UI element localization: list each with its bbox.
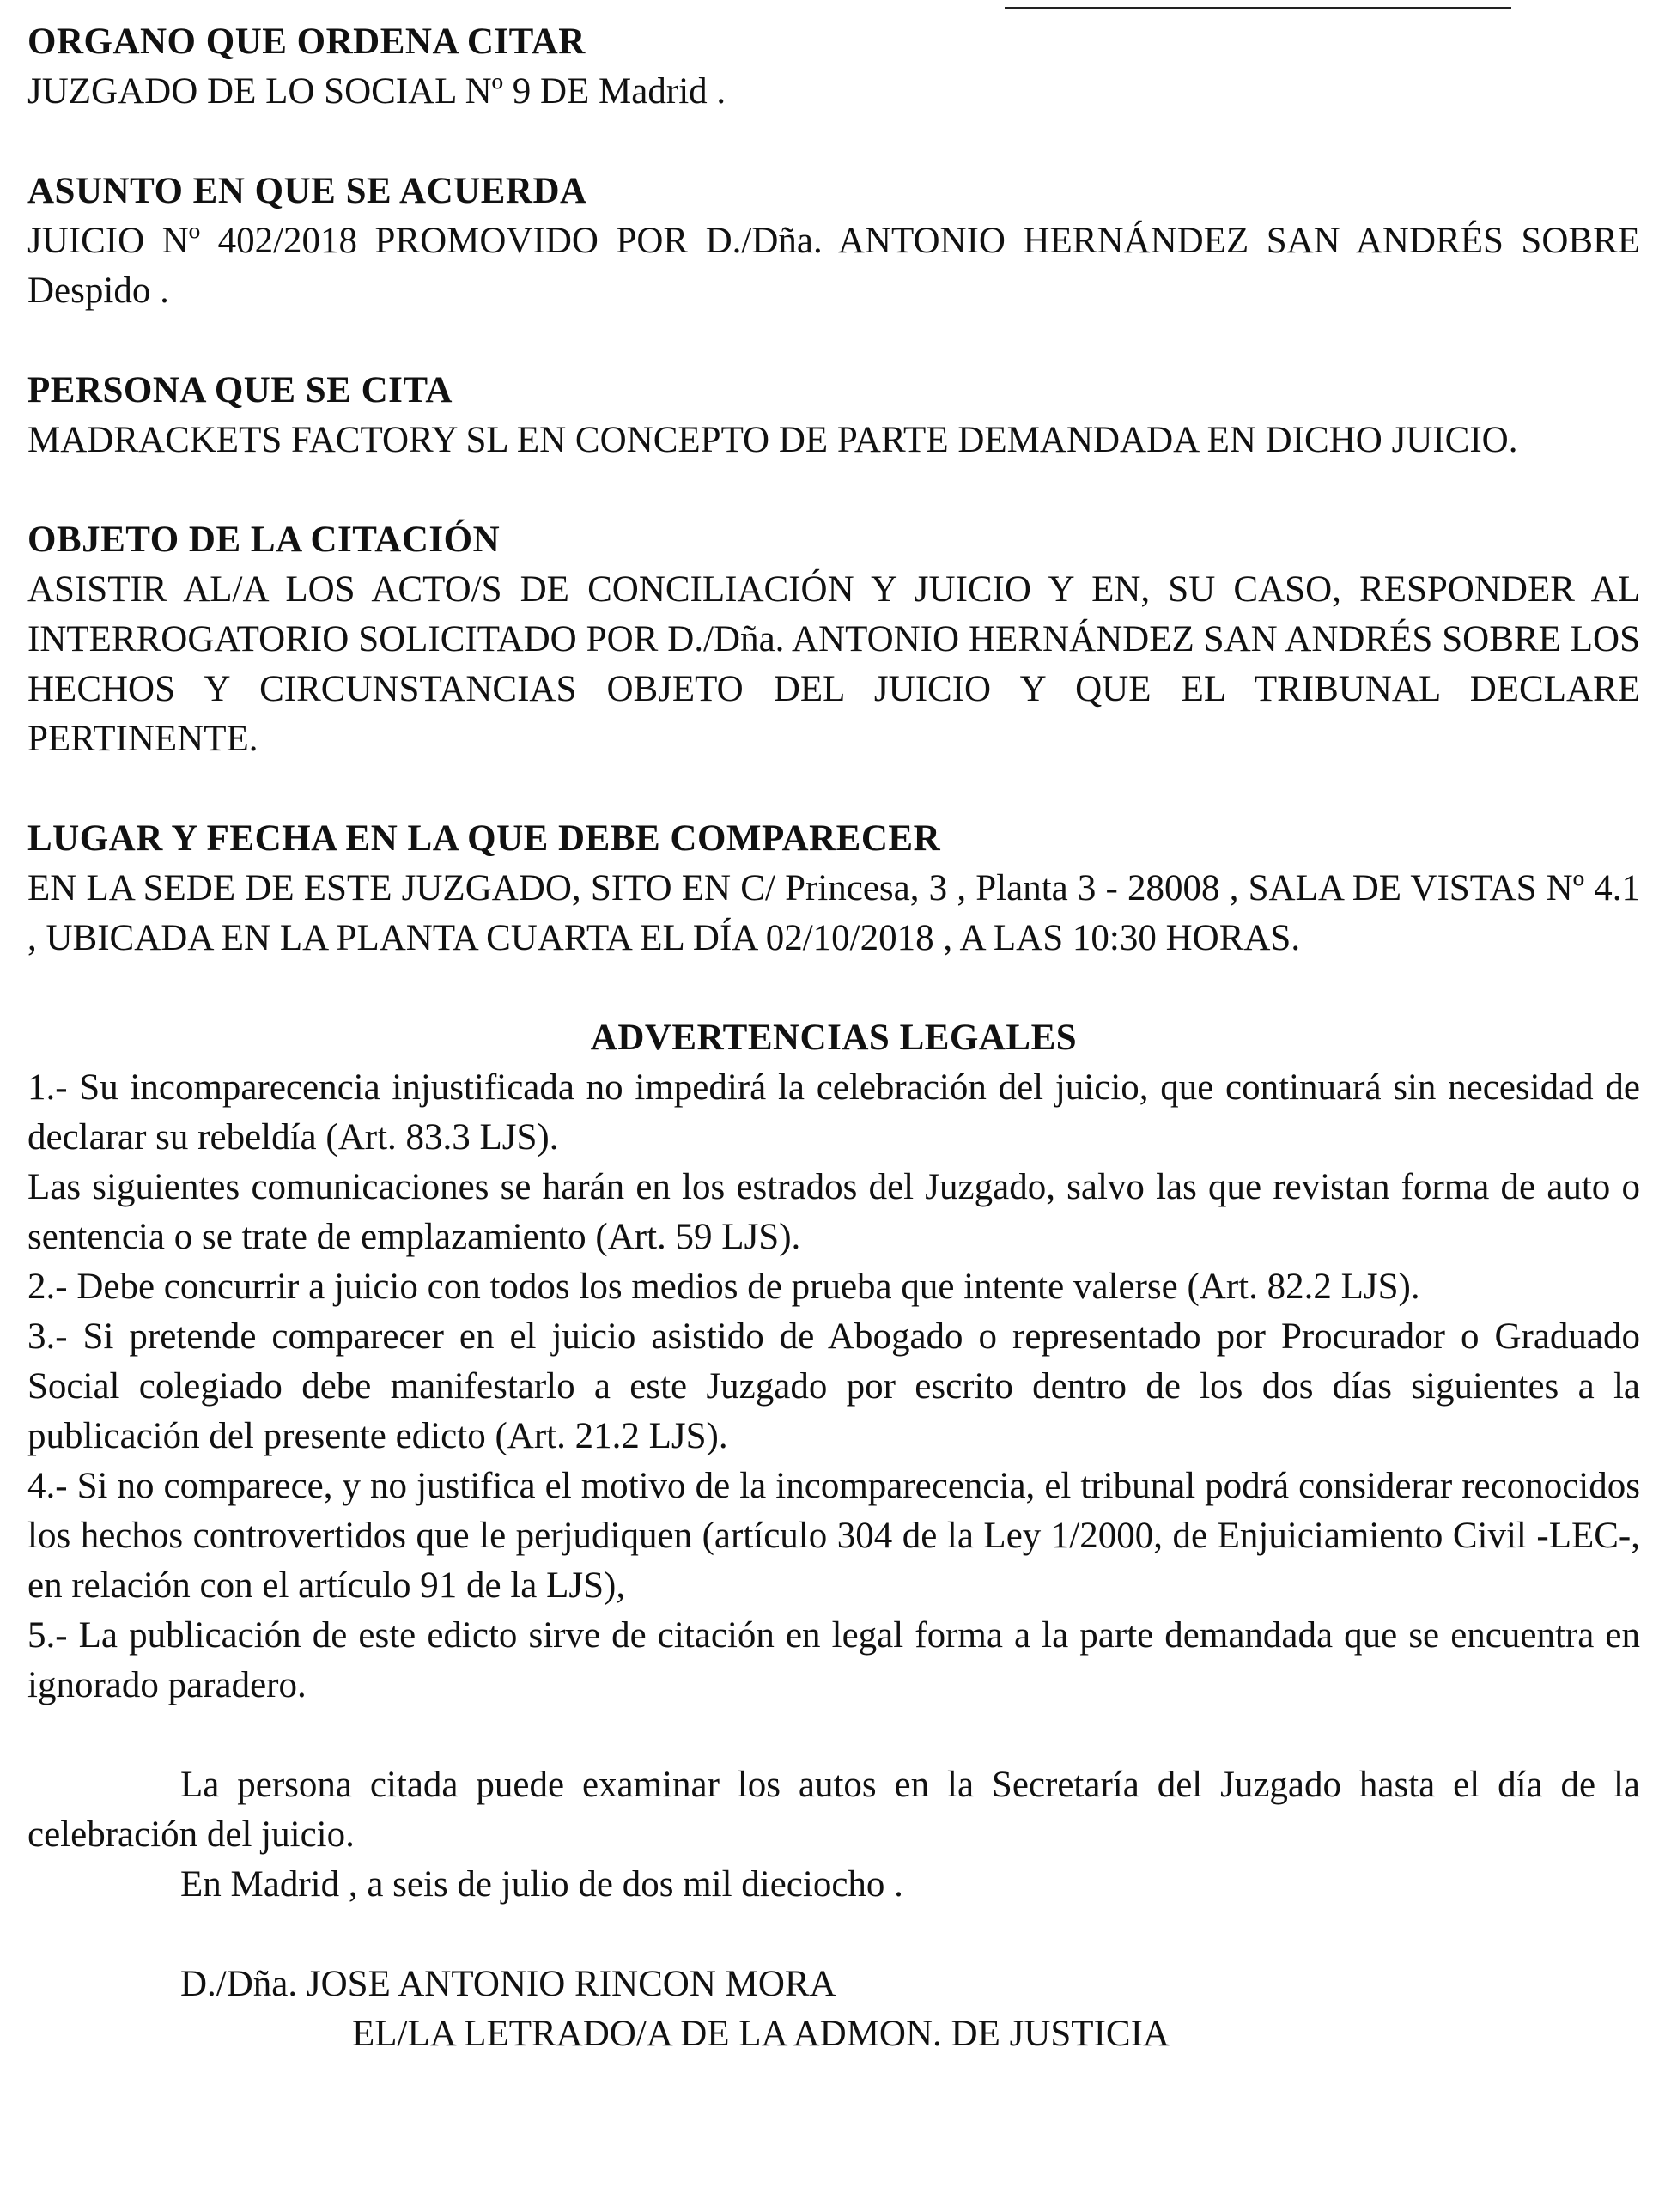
advertencia-item: 2.- Debe concurrir a juicio con todos los medios de prueba que intente valerse (Art. 82.2 LJS). xyxy=(27,1267,1420,1307)
organo-text: JUZGADO DE LO SOCIAL Nº 9 DE Madrid . xyxy=(27,71,726,112)
section-lugar xyxy=(27,814,1640,963)
objeto-text: ASISTIR AL/A LOS ACTO/S DE CONCILIACIÓN Y JUICIO Y EN, SU CASO, RESPONDER AL INTERROGATORIO SOLICITADO POR D./Dña. ANTONIO HERNÁNDEZ SAN ANDRÉS SOBRE LOS HECHOS Y CIRCUNSTANCIAS OBJETO DEL JUICIO Y QUE EL TRIBUNAL DECLARE PERTINENTE. xyxy=(27,569,1640,759)
persona-heading: PERSONA QUE SE CITA xyxy=(27,370,453,410)
closing-section xyxy=(27,1760,1640,1910)
signature-title: EL/LA LETRADO/A DE LA ADMON. DE JUSTICIA xyxy=(352,2014,1170,2054)
advertencia-item: 5.- La publicación de este edicto sirve de citación en legal forma a la parte demandada que se encuentra en ignorado paradero. xyxy=(27,1615,1640,1705)
signature-name: D./Dña. JOSE ANTONIO RINCON MORA xyxy=(180,1964,836,2004)
lugar-text: EN LA SEDE DE ESTE JUZGADO, SITO EN C/ Princesa, 3 , Planta 3 - 28008 , SALA DE VISTAS Nº 4.1 , UBICADA EN LA PLANTA CUARTA EL DÍA 02/10/2018 , A LAS 10:30 HORAS. xyxy=(27,868,1640,958)
asunto-heading: ASUNTO EN QUE SE ACUERDA xyxy=(27,171,587,211)
persona-text: MADRACKETS FACTORY SL EN CONCEPTO DE PARTE DEMANDADA EN DICHO JUICIO. xyxy=(27,420,1518,460)
advertencia-item: Las siguientes comunicaciones se harán en los estrados del Juzgado, salvo las que revistan forma de auto o sentencia o se trate de emplazamiento (Art. 59 LJS). xyxy=(27,1167,1640,1257)
lugar-heading: LUGAR Y FECHA EN LA QUE DEBE COMPARECER xyxy=(27,818,941,859)
advertencia-item: 4.- Si no comparece, y no justifica el motivo de la incomparecencia, el tribunal podrá considerar reconocidos los hechos controvertidos que le perjudiquen (artículo 304 de la Ley 1/2000, de Enjuiciamiento Civil -LEC-, en relación con el artículo 91 de la LJS), xyxy=(27,1466,1640,1606)
section-organo xyxy=(27,17,1640,117)
objeto-heading: OBJETO DE LA CITACIÓN xyxy=(27,520,501,560)
section-asunto xyxy=(27,167,1640,316)
section-objeto xyxy=(27,515,1640,764)
section-advertencias xyxy=(27,1013,1640,1711)
advertencias-heading: ADVERTENCIAS LEGALES xyxy=(590,1018,1078,1058)
section-persona xyxy=(27,366,1640,465)
closing-date: En Madrid , a seis de julio de dos mil dieciocho . xyxy=(180,1864,903,1905)
advertencia-item: 3.- Si pretende comparecer en el juicio asistido de Abogado o representado por Procurador o Graduado Social colegiado debe manifestarlo a este Juzgado por escrito dentro de los dos días siguientes a la publicación del presente edicto (Art. 21.2 LJS). xyxy=(27,1316,1640,1456)
advertencias-list xyxy=(27,1063,1640,1711)
closing-paragraph: La persona citada puede examinar los autos en la Secretaría del Juzgado hasta el día de la celebración del juicio. xyxy=(27,1765,1640,1855)
signature-block xyxy=(27,1960,1640,2059)
asunto-text: JUICIO Nº 402/2018 PROMOVIDO POR D./Dña. ANTONIO HERNÁNDEZ SAN ANDRÉS SOBRE Despido . xyxy=(27,221,1640,311)
citation-document xyxy=(27,17,1640,2059)
advertencia-item: 1.- Su incomparecencia injustificada no impedirá la celebración del juicio, que continuará sin necesidad de declarar su rebeldía (Art. 83.3 LJS). xyxy=(27,1067,1640,1158)
organo-heading: ORGANO QUE ORDENA CITAR xyxy=(27,21,586,62)
top-rule xyxy=(1005,7,1511,9)
